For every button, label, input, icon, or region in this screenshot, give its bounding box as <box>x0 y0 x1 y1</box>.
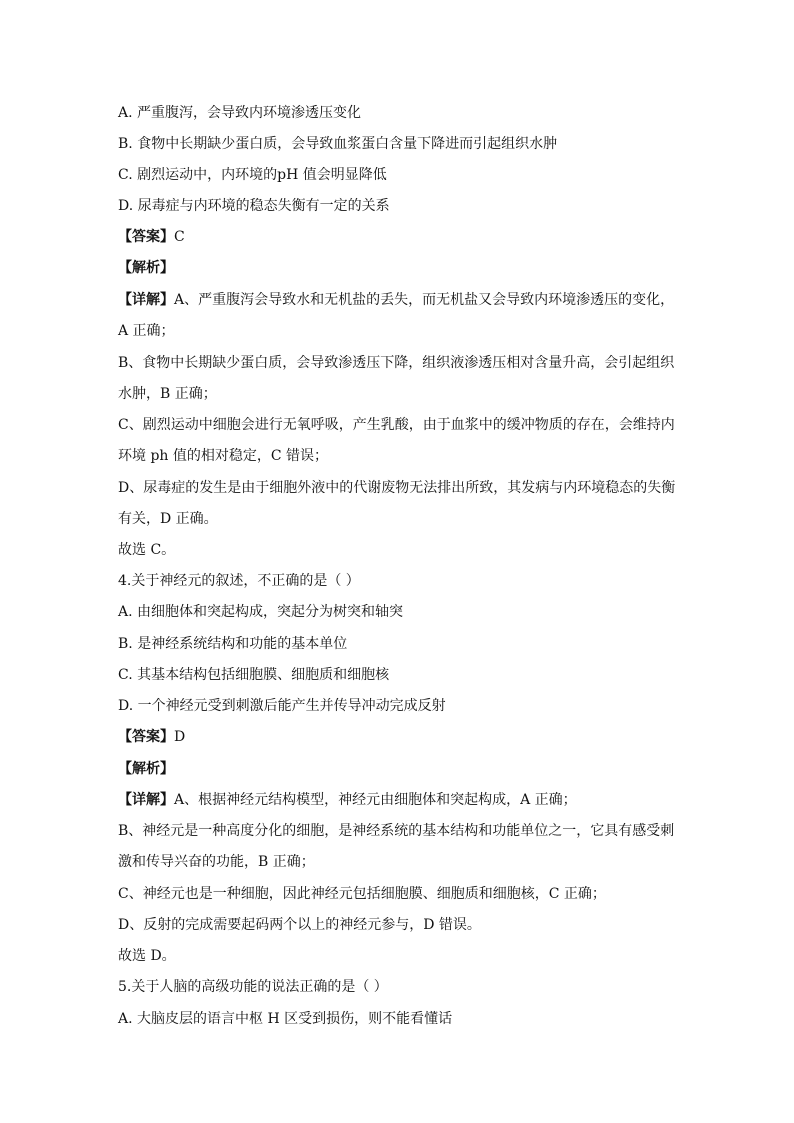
q3-detail-label: 【详解】 <box>118 292 174 308</box>
q3-option-d: D. 尿毒症与内环境的稳态失衡有一定的关系 <box>118 198 390 214</box>
q5-option-a: A. 大脑皮层的语言中枢 H 区受到损伤，则不能看懂话 <box>118 1011 453 1027</box>
q3-option-a: A. 严重腹泻，会导致内环境渗透压变化 <box>118 105 362 121</box>
q3-detail-line <box>118 290 688 310</box>
q3-answer <box>118 227 688 247</box>
q4-detail-line: C、神经元也是一种细胞，因此神经元包括细胞膜、细胞质和细胞核，C 正确； <box>118 886 606 902</box>
q4-detail-line: D、反射的完成需要起码两个以上的神经元参与，D 错误。 <box>118 917 481 933</box>
q4-option-b: B. 是神经系统结构和功能的基本单位 <box>118 636 348 652</box>
q3-detail-line: B、食物中长期缺少蛋白质，会导致渗透压下降，组织液渗透压相对含量升高，会引起组织 <box>118 355 675 371</box>
q4-option-d: D. 一个神经元受到刺激后能产生并传导冲动完成反射 <box>118 698 446 714</box>
q3-analysis-label: 【解析】 <box>118 260 174 276</box>
q3-answer-label: 【答案】 <box>118 229 174 245</box>
q3-option-c: C. 剧烈运动中，内环境的pH 值会明显降低 <box>118 167 387 183</box>
q3-detail-line: A 正确； <box>118 323 175 339</box>
q3-conclusion: 故选 C。 <box>118 542 176 558</box>
q4-answer <box>118 727 688 747</box>
q4-answer-value: D <box>174 729 186 745</box>
q4-option-c: C. 其基本结构包括细胞膜、细胞质和细胞核 <box>118 667 390 683</box>
q3-detail-line: D、尿毒症的发生是由于细胞外液中的代谢废物无法排出所致，其发病与内环境稳态的失衡 <box>118 480 676 496</box>
q4-analysis-label: 【解析】 <box>118 761 174 777</box>
q4-detail-line: 激和传导兴奋的功能，B 正确； <box>118 854 315 870</box>
q3-detail-line: 有关，D 正确。 <box>118 511 218 527</box>
q4-detail-line: B、神经元是一种高度分化的细胞，是神经系统的基本结构和功能单位之一，它具有感受刺 <box>118 823 675 839</box>
q4-answer-label: 【答案】 <box>118 729 174 745</box>
q5-stem: 5.关于人脑的高级功能的说法正确的是（ ） <box>118 979 388 995</box>
q4-detail-text: A、根据神经元结构模型，神经元由细胞体和突起构成，A 正确； <box>174 792 577 808</box>
q3-option-b: B. 食物中长期缺少蛋白质，会导致血浆蛋白含量下降进而引起组织水肿 <box>118 136 558 152</box>
q4-detail-label: 【详解】 <box>118 792 174 808</box>
q4-stem: 4.关于神经元的叙述，不正确的是（ ） <box>118 573 360 589</box>
q3-detail-line: 水肿，B 正确； <box>118 386 217 402</box>
q3-detail-line: C、剧烈运动中细胞会进行无氧呼吸，产生乳酸，由于血浆中的缓冲物质的存在，会维持内 <box>118 417 675 433</box>
q4-conclusion: 故选 D。 <box>118 948 176 964</box>
q3-detail-text: A、严重腹泻会导致水和无机盐的丢失，而无机盐又会导致内环境渗透压的变化， <box>174 292 675 308</box>
q3-answer-value: C <box>174 229 185 245</box>
q3-detail-line: 环境 ph 值的相对稳定，C 错误； <box>118 448 329 464</box>
q4-detail-line <box>118 790 688 810</box>
q4-option-a: A. 由细胞体和突起构成，突起分为树突和轴突 <box>118 604 404 620</box>
